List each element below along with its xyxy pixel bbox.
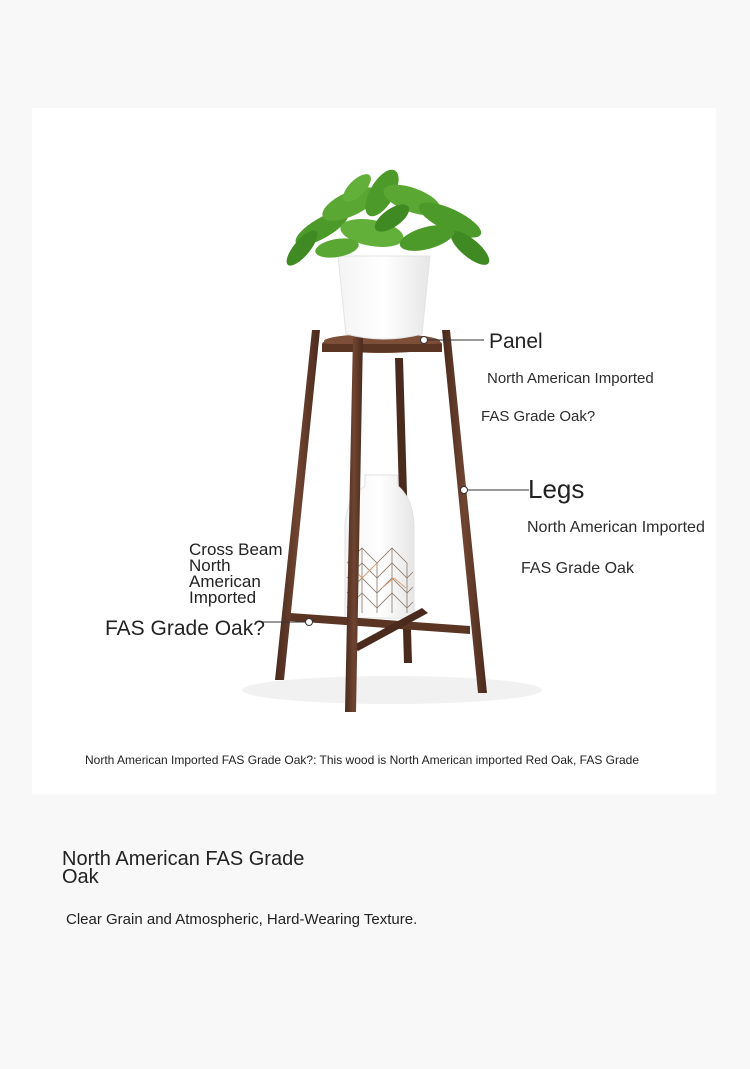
- panel-title: Panel: [489, 330, 543, 353]
- left-leg: [275, 330, 320, 680]
- product-card: [32, 108, 716, 794]
- cross-beam-title: FAS Grade Oak?: [105, 617, 265, 640]
- legs-line1: North American Imported: [527, 519, 705, 536]
- plant-leaves: [282, 164, 494, 270]
- panel-line1: North American Imported: [487, 370, 654, 387]
- section-subtitle: Clear Grain and Atmospheric, Hard-Wearing Texture.: [66, 911, 418, 928]
- right-leg: [442, 330, 487, 693]
- cross-beam-line2: North: [189, 556, 231, 575]
- cross-beam-line3: American: [189, 572, 261, 591]
- legs-line2: FAS Grade Oak: [521, 560, 634, 577]
- plant-stand-illustration: [32, 108, 716, 794]
- cross-beam-line4: Imported: [189, 588, 257, 607]
- panel-line2: FAS Grade Oak?: [481, 408, 596, 425]
- floor-shadow: [242, 676, 542, 704]
- legs-title: Legs: [528, 474, 585, 504]
- section-title: North American FAS Grade Oak: [62, 848, 305, 888]
- caption: North American Imported FAS Grade Oak?: This wood is North American imported Red Oak, FAS Grade: [85, 753, 640, 767]
- cross-beam-label: [189, 542, 309, 606]
- cross-beam-line1: Cross Beam: [189, 540, 283, 559]
- plant-pot: [338, 256, 430, 339]
